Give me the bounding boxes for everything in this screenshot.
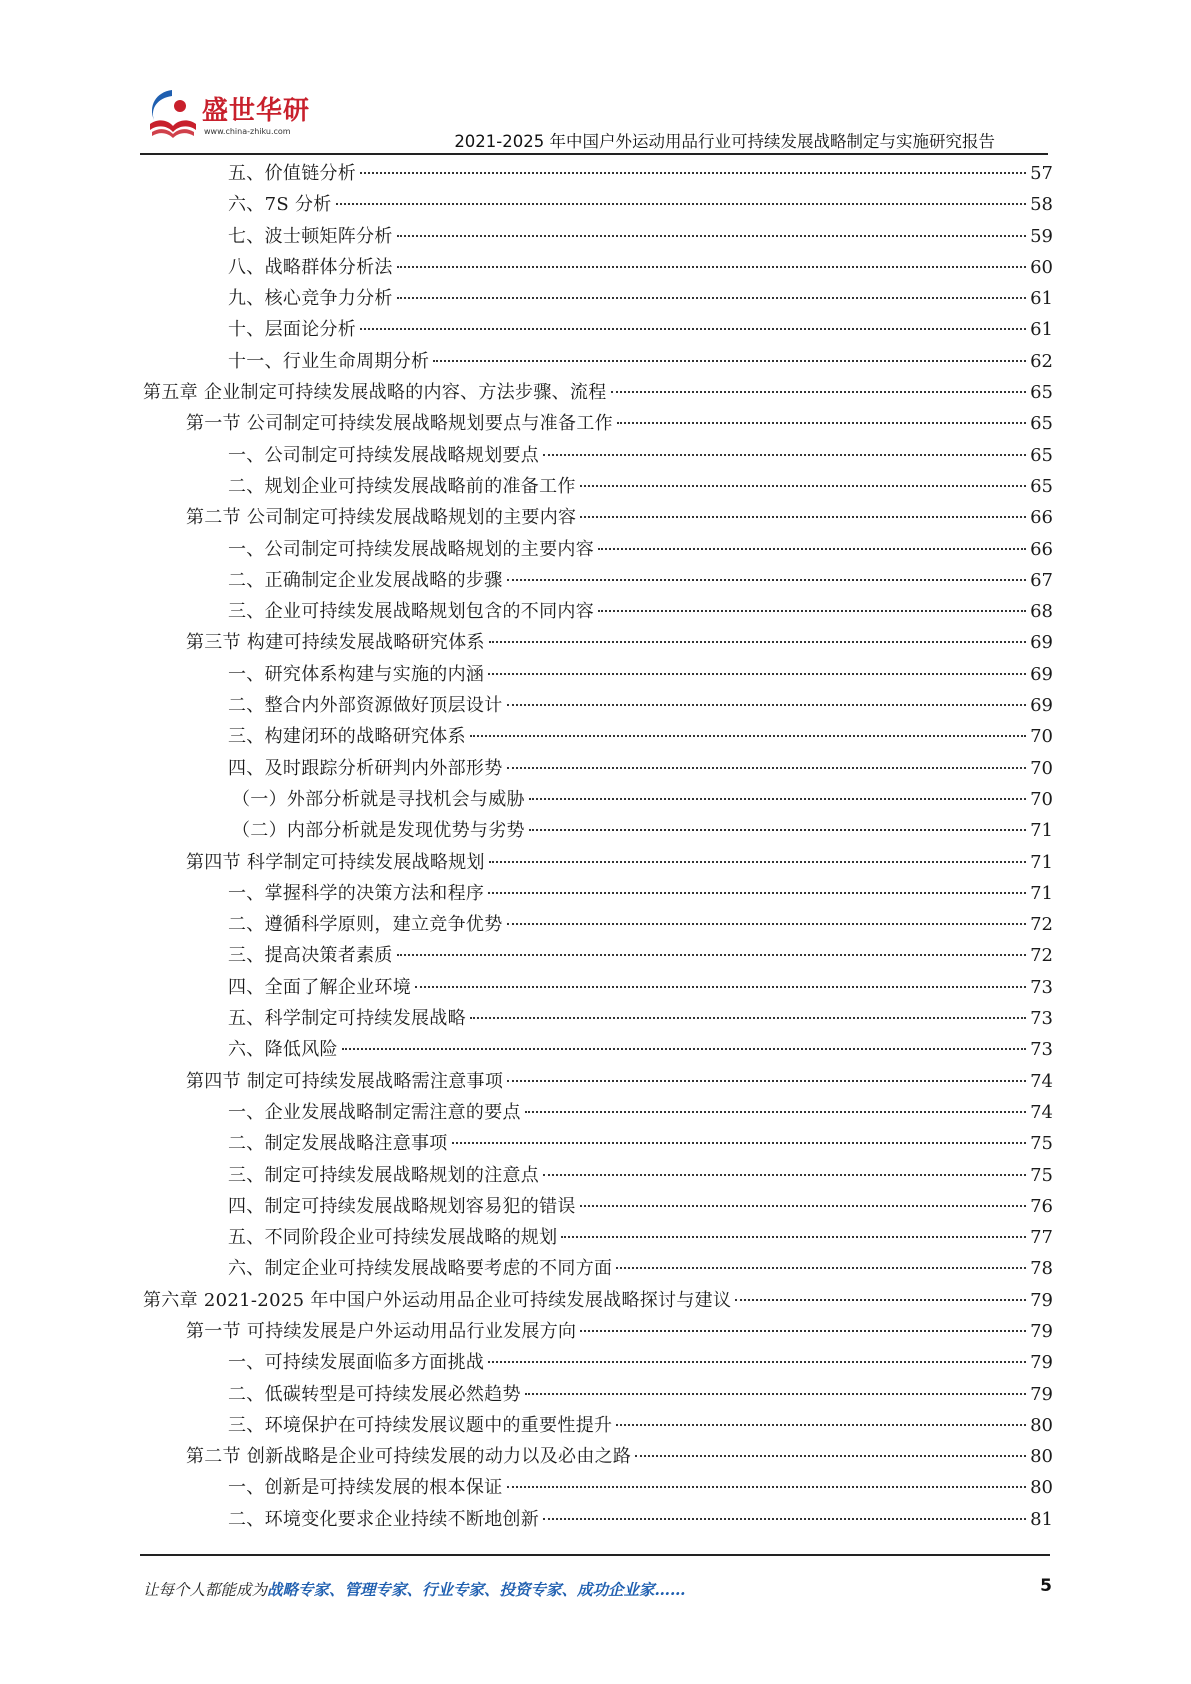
toc-entry-label: 第一节 公司制定可持续发展战略规划要点与准备工作 (186, 413, 613, 435)
toc-entry-label: 十、层面论分析 (228, 319, 357, 341)
toc-entry[interactable] (0, 283, 1191, 314)
toc-entry-line (228, 318, 1053, 342)
toc-dot-leader (616, 1424, 1026, 1426)
toc-entry-label: 四、制定可持续发展战略规划容易犯的错误 (228, 1195, 576, 1217)
toc-dot-leader (611, 391, 1027, 393)
toc-entry-line (228, 1007, 1053, 1031)
toc-entry-page: 80 (1030, 1414, 1053, 1436)
toc-entry[interactable] (0, 753, 1191, 784)
toc-entry-page: 70 (1030, 726, 1053, 748)
toc-entry[interactable] (0, 815, 1191, 846)
toc-entry-line (228, 976, 1053, 1000)
toc-entry[interactable] (0, 690, 1191, 721)
footer-slogan (143, 1578, 686, 1600)
toc-entry-page: 74 (1030, 1070, 1053, 1092)
toc-entry-line (228, 663, 1053, 687)
toc-entry-label: 一、公司制定可持续发展战略规划要点 (228, 444, 540, 466)
toc-entry[interactable] (0, 471, 1191, 502)
toc-entry-label: 一、掌握科学的决策方法和程序 (228, 882, 485, 904)
toc-entry-page: 65 (1030, 382, 1053, 404)
toc-dot-leader (507, 923, 1027, 925)
toc-entry[interactable] (0, 596, 1191, 627)
toc-dot-leader (397, 235, 1026, 237)
toc-dot-leader (735, 1299, 1026, 1301)
toc-entry-page: 79 (1030, 1383, 1053, 1405)
toc-entry[interactable] (0, 1316, 1191, 1347)
toc-dot-leader (617, 422, 1026, 424)
toc-entry[interactable] (0, 1410, 1191, 1441)
toc-entry[interactable] (0, 408, 1191, 439)
toc-entry[interactable] (0, 565, 1191, 596)
toc-dot-leader (415, 986, 1026, 988)
toc-dot-leader (580, 485, 1026, 487)
toc-dot-leader (488, 1361, 1026, 1363)
toc-entry-line (228, 287, 1053, 311)
toc-entry[interactable] (0, 1160, 1191, 1191)
toc-entry-label: 第四节 科学制定可持续发展战略规划 (186, 851, 485, 873)
toc-entry-line (228, 757, 1053, 781)
toc-entry[interactable] (0, 221, 1191, 252)
toc-entry-line (228, 538, 1053, 562)
toc-entry[interactable] (0, 784, 1191, 815)
toc-entry-label: （二）内部分析就是发现优势与劣势 (232, 820, 525, 842)
toc-dot-leader (580, 1205, 1026, 1207)
toc-entry-label: 第四节 制定可持续发展战略需注意事项 (186, 1070, 504, 1092)
toc-dot-leader (529, 798, 1026, 800)
toc-entry-line (228, 1195, 1053, 1219)
toc-entry-label: 四、及时跟踪分析研判内外部形势 (228, 757, 503, 779)
toc-entry-page: 72 (1030, 945, 1053, 967)
toc-entry[interactable] (0, 659, 1191, 690)
toc-entry-page: 61 (1030, 288, 1053, 310)
toc-dot-leader (525, 1393, 1026, 1395)
toc-entry-label: 第二节 创新战略是企业可持续发展的动力以及必由之路 (186, 1446, 632, 1468)
toc-entry-label: 三、环境保护在可持续发展议题中的重要性提升 (228, 1414, 613, 1436)
toc-dot-leader (507, 1080, 1026, 1082)
toc-entry[interactable] (0, 1285, 1191, 1316)
toc-entry-label: 一、企业发展战略制定需注意的要点 (228, 1101, 521, 1123)
toc-entry[interactable] (0, 252, 1191, 283)
toc-entry-line (228, 256, 1053, 280)
toc-entry[interactable] (0, 1379, 1191, 1410)
toc-entry-line (228, 882, 1053, 906)
toc-entry[interactable] (0, 1347, 1191, 1378)
toc-dot-leader (507, 704, 1027, 706)
toc-entry-page: 69 (1030, 695, 1053, 717)
toc-entry-label: 五、科学制定可持续发展战略 (228, 1008, 466, 1030)
toc-entry-line (228, 1476, 1053, 1500)
toc-entry-label: 五、不同阶段企业可持续发展战略的规划 (228, 1227, 558, 1249)
toc-dot-leader (433, 360, 1026, 362)
toc-entry-line (186, 851, 1053, 875)
toc-entry-label: 二、规划企业可持续发展战略前的准备工作 (228, 475, 576, 497)
toc-entry[interactable] (0, 1097, 1191, 1128)
page-number: 5 (1040, 1576, 1052, 1596)
slogan-prefix: 让每个人都能成为 (143, 1581, 268, 1599)
toc-entry-page: 80 (1030, 1477, 1053, 1499)
toc-entry-line (228, 1101, 1053, 1125)
toc-entry-page: 65 (1030, 413, 1053, 435)
toc-entry[interactable] (0, 314, 1191, 345)
toc-entry-page: 65 (1030, 475, 1053, 497)
toc-entry-label: 四、全面了解企业环境 (228, 976, 411, 998)
toc-entry-label: 十一、行业生命周期分析 (228, 350, 430, 372)
toc-entry[interactable] (0, 1504, 1191, 1535)
logo-name: 盛世华研 (202, 96, 311, 126)
footer-divider (140, 1554, 1050, 1556)
toc-entry[interactable] (0, 1472, 1191, 1503)
toc-entry-page: 74 (1030, 1101, 1053, 1123)
toc-entry[interactable] (0, 847, 1191, 878)
toc-entry[interactable] (0, 878, 1191, 909)
toc-entry-line (228, 1164, 1053, 1188)
toc-dot-leader (507, 579, 1027, 581)
toc-entry-line (228, 1351, 1053, 1375)
toc-entry-page: 59 (1030, 225, 1053, 247)
toc-entry-page: 65 (1030, 444, 1053, 466)
toc-entry-label: 二、遵循科学原则，建立竞争优势 (228, 914, 503, 936)
toc-entry[interactable] (0, 1441, 1191, 1472)
toc-entry-line (228, 350, 1053, 374)
slogan-highlight: 战略专家、管理专家、行业专家、投资专家、成功企业家…… (267, 1580, 686, 1599)
toc-entry-label: 一、可持续发展面临多方面挑战 (228, 1352, 485, 1374)
toc-entry[interactable] (0, 909, 1191, 940)
toc-entry-label: 三、制定可持续发展战略规划的注意点 (228, 1164, 540, 1186)
toc-entry-page: 69 (1030, 632, 1053, 654)
toc-dot-leader (489, 861, 1026, 863)
toc-entry-label: 第二节 公司制定可持续发展战略规划的主要内容 (186, 507, 577, 529)
toc-entry-label: 第六章 2021-2025 年中国户外运动用品企业可持续发展战略探讨与建议 (143, 1289, 732, 1311)
toc-entry-label: 七、波士顿矩阵分析 (228, 225, 393, 247)
toc-entry-label: 三、构建闭环的战略研究体系 (228, 726, 466, 748)
toc-entry-page: 66 (1030, 507, 1053, 529)
toc-entry-line (186, 1070, 1053, 1094)
toc-entry-line (228, 944, 1053, 968)
logo-emblem-icon (142, 84, 204, 146)
toc-entry-page: 81 (1030, 1508, 1053, 1530)
toc-entry-page: 71 (1030, 851, 1053, 873)
toc-entry[interactable] (0, 158, 1191, 189)
toc-entry-page: 73 (1030, 1039, 1053, 1061)
toc-dot-leader (507, 1486, 1027, 1488)
toc-entry-page: 71 (1030, 820, 1053, 842)
toc-entry-line (228, 1132, 1053, 1156)
toc-dot-leader (397, 297, 1026, 299)
toc-entry-page: 70 (1030, 788, 1053, 810)
toc-entry-line (186, 412, 1053, 436)
toc-dot-leader (561, 1236, 1026, 1238)
toc-entry-page: 79 (1030, 1289, 1053, 1311)
report-title: 2021-2025 年中国户外运动用品行业可持续发展战略制定与实施研究报告 (454, 132, 995, 151)
toc-dot-leader (598, 610, 1026, 612)
toc-dot-leader (580, 1330, 1026, 1332)
toc-entry-line (232, 819, 1053, 843)
toc-entry-page: 72 (1030, 914, 1053, 936)
toc-entry-page: 80 (1030, 1446, 1053, 1468)
toc-entry-label: 二、环境变化要求企业持续不断地创新 (228, 1508, 540, 1530)
toc-entry-line (228, 569, 1053, 593)
toc-entry[interactable] (0, 721, 1191, 752)
toc-entry-line (228, 694, 1053, 718)
toc-entry-line (228, 193, 1053, 217)
toc-entry-label: 六、降低风险 (228, 1039, 338, 1061)
toc-dot-leader (470, 1017, 1026, 1019)
toc-entry-line (228, 225, 1053, 249)
toc-entry[interactable] (0, 1066, 1191, 1097)
toc-dot-leader (397, 954, 1026, 956)
toc-entry-label: 二、低碳转型是可持续发展必然趋势 (228, 1383, 521, 1405)
toc-entry[interactable] (0, 1128, 1191, 1159)
toc-entry[interactable] (0, 1191, 1191, 1222)
toc-entry-label: 六、7S 分析 (228, 194, 332, 216)
toc-entry-page: 60 (1030, 256, 1053, 278)
toc-dot-leader (507, 767, 1027, 769)
toc-entry[interactable] (0, 940, 1191, 971)
toc-dot-leader (635, 1455, 1026, 1457)
toc-entry[interactable] (0, 1222, 1191, 1253)
toc-entry-label: 第三节 构建可持续发展战略研究体系 (186, 632, 485, 654)
toc-entry-label: 一、研究体系构建与实施的内涵 (228, 663, 485, 685)
toc-entry-page: 66 (1030, 538, 1053, 560)
toc-entry-line (186, 1445, 1053, 1469)
toc-entry-line (228, 444, 1053, 468)
toc-dot-leader (488, 892, 1026, 894)
table-of-contents (0, 158, 1191, 1535)
toc-entry-page: 71 (1030, 882, 1053, 904)
toc-entry-label: 六、制定企业可持续发展战略要考虑的不同方面 (228, 1258, 613, 1280)
toc-entry-page: 68 (1030, 601, 1053, 623)
toc-entry-page: 79 (1030, 1352, 1053, 1374)
toc-dot-leader (543, 454, 1026, 456)
toc-entry-page: 75 (1030, 1164, 1053, 1186)
toc-entry-line (228, 1038, 1053, 1062)
toc-entry-page: 77 (1030, 1227, 1053, 1249)
toc-entry[interactable] (0, 972, 1191, 1003)
toc-entry-label: 一、公司制定可持续发展战略规划的主要内容 (228, 538, 594, 560)
toc-entry[interactable] (0, 189, 1191, 220)
toc-entry-line (186, 631, 1053, 655)
toc-entry[interactable] (0, 377, 1191, 408)
toc-entry-line (228, 1508, 1053, 1532)
toc-entry[interactable] (0, 1253, 1191, 1284)
toc-entry-page: 78 (1030, 1258, 1053, 1280)
toc-dot-leader (616, 1267, 1026, 1269)
toc-dot-leader (397, 266, 1026, 268)
toc-entry-line (143, 1289, 1053, 1313)
toc-entry-label: 第五章 企业制定可持续发展战略的内容、方法步骤、流程 (143, 382, 607, 404)
logo-url: www.china-zhiku.com (204, 127, 291, 136)
toc-entry[interactable] (0, 534, 1191, 565)
toc-entry-page: 76 (1030, 1195, 1053, 1217)
toc-entry-line (228, 725, 1053, 749)
company-logo (142, 84, 312, 146)
toc-dot-leader (360, 172, 1026, 174)
toc-entry-label: （一）外部分析就是寻找机会与威胁 (232, 788, 525, 810)
toc-entry-page: 70 (1030, 757, 1053, 779)
toc-dot-leader (525, 1111, 1026, 1113)
toc-entry-line (232, 788, 1053, 812)
page-header (0, 0, 1191, 160)
toc-dot-leader (529, 829, 1026, 831)
toc-dot-leader (489, 641, 1026, 643)
toc-entry[interactable] (0, 1034, 1191, 1065)
toc-entry[interactable] (0, 440, 1191, 471)
toc-dot-leader (360, 328, 1026, 330)
toc-entry-label: 八、战略群体分析法 (228, 256, 393, 278)
toc-dot-leader (598, 548, 1026, 550)
toc-dot-leader (470, 735, 1026, 737)
toc-entry-label: 第一节 可持续发展是户外运动用品行业发展方向 (186, 1320, 577, 1342)
toc-entry-label: 九、核心竞争力分析 (228, 288, 393, 310)
toc-entry-label: 三、提高决策者素质 (228, 945, 393, 967)
toc-entry-label: 五、价值链分析 (228, 163, 357, 184)
toc-dot-leader (336, 203, 1026, 205)
toc-entry-page: 62 (1030, 350, 1053, 372)
toc-dot-leader (342, 1048, 1026, 1050)
toc-entry-line (228, 162, 1053, 186)
toc-entry-line (143, 381, 1053, 405)
toc-entry-line (228, 913, 1053, 937)
toc-entry-line (228, 600, 1053, 624)
toc-entry-page: 67 (1030, 569, 1053, 591)
toc-entry[interactable] (0, 1003, 1191, 1034)
toc-dot-leader (452, 1142, 1026, 1144)
toc-entry-page: 73 (1030, 976, 1053, 998)
toc-entry-line (228, 1383, 1053, 1407)
toc-entry-page: 75 (1030, 1133, 1053, 1155)
toc-entry-line (228, 1226, 1053, 1250)
toc-entry-label: 一、创新是可持续发展的根本保证 (228, 1477, 503, 1499)
toc-entry-line (186, 1320, 1053, 1344)
toc-entry-line (228, 1414, 1053, 1438)
toc-dot-leader (580, 516, 1026, 518)
toc-entry-label: 二、正确制定企业发展战略的步骤 (228, 569, 503, 591)
toc-entry-page: 69 (1030, 663, 1053, 685)
toc-entry[interactable] (0, 627, 1191, 658)
toc-entry-page: 58 (1030, 194, 1053, 216)
toc-entry[interactable] (0, 346, 1191, 377)
toc-entry-page: 61 (1030, 319, 1053, 341)
toc-entry-page: 73 (1030, 1008, 1053, 1030)
toc-dot-leader (543, 1174, 1026, 1176)
toc-entry-label: 二、制定发展战略注意事项 (228, 1133, 448, 1155)
toc-entry-line (228, 475, 1053, 499)
header-divider (140, 153, 1048, 155)
toc-dot-leader (543, 1518, 1026, 1520)
toc-dot-leader (488, 673, 1026, 675)
toc-entry-page: 57 (1030, 163, 1053, 184)
toc-entry-label: 三、企业可持续发展战略规划包含的不同内容 (228, 601, 594, 623)
toc-entry-page: 79 (1030, 1320, 1053, 1342)
toc-entry-label: 二、整合内外部资源做好顶层设计 (228, 695, 503, 717)
toc-entry[interactable] (0, 502, 1191, 533)
toc-entry-line (228, 1257, 1053, 1281)
toc-entry-line (186, 506, 1053, 530)
